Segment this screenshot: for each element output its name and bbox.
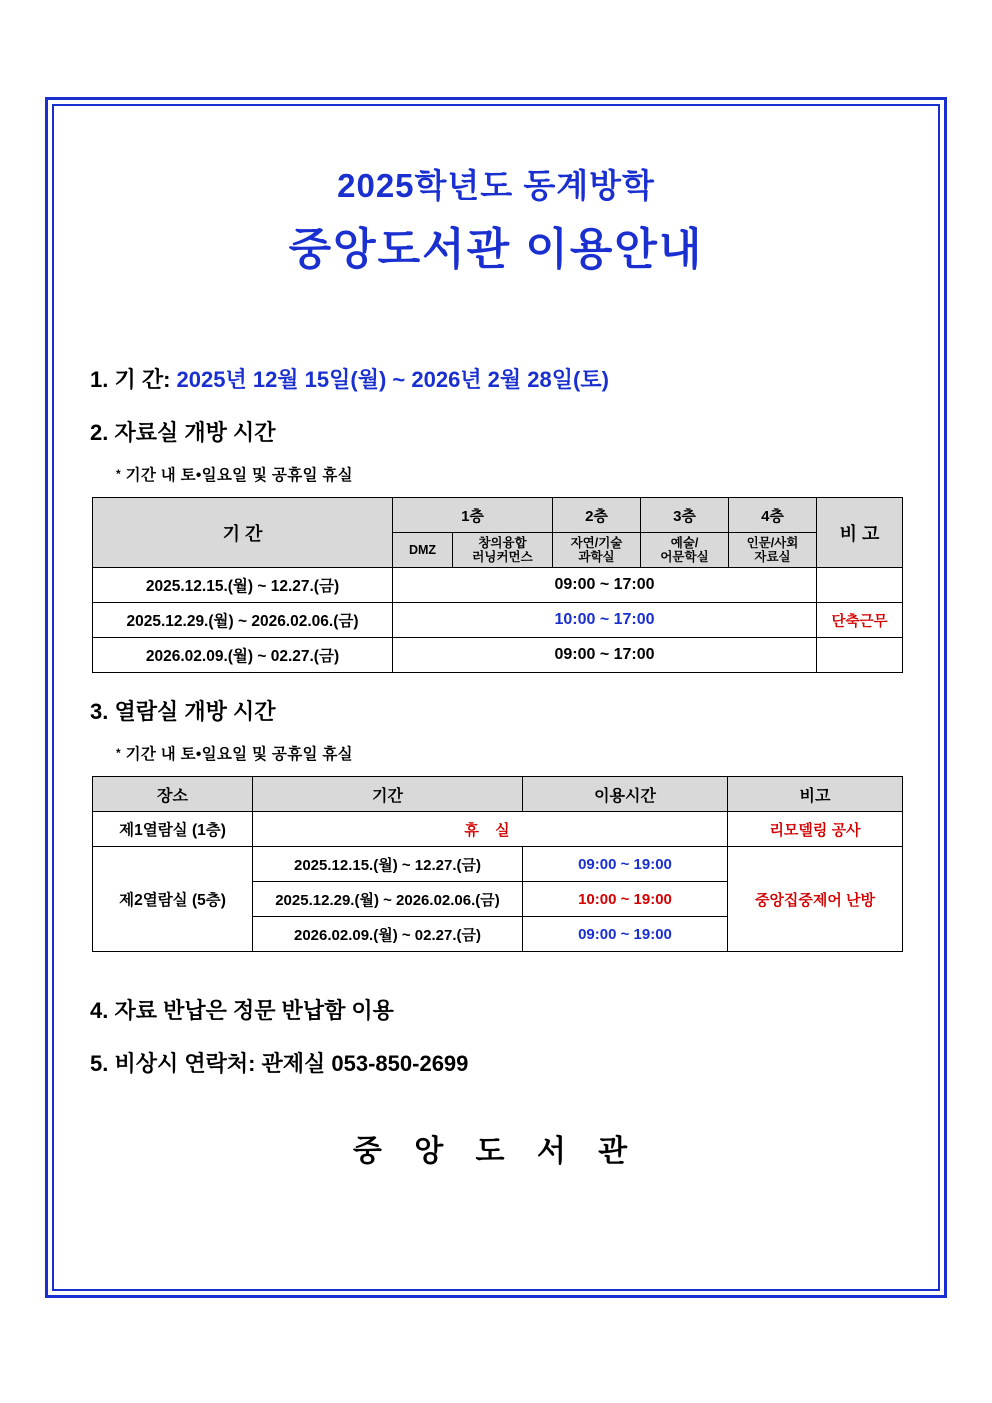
room2-remark: 중앙집중제어 난방 [728, 847, 903, 952]
header-sub-creative-line2: 러닝커먼스 [472, 550, 533, 564]
header-sub-dmz: DMZ [393, 533, 453, 568]
section-3-note-text: 기간 내 토•일요일 및 공휴일 휴실 [125, 746, 353, 763]
header-sub-science-line1: 자연/기술 [570, 536, 623, 550]
asterisk-icon: * [116, 746, 121, 760]
table-row [93, 638, 903, 673]
room2-row-0-period: 2025.12.15.(월) ~ 12.27.(금) [253, 847, 523, 882]
materials-room-table [92, 497, 903, 673]
header-sub-art-line1: 예술/ [670, 536, 699, 550]
page-title-line1: 2025학년도 동계방학 [337, 167, 655, 204]
header-sub-human-line2: 자료실 [754, 550, 791, 564]
section-4-heading: 4. 자료 반납은 정문 반납함 이용 [90, 998, 394, 1023]
asterisk-icon: * [116, 467, 121, 481]
header-place: 장소 [93, 777, 253, 812]
header-floor-2: 2층 [553, 498, 641, 533]
header-sub-human-line1: 인문/사회 [746, 536, 799, 550]
materials-row-2-remark [817, 638, 903, 673]
section-5-heading: 5. 비상시 연락처: 관제실 053-850-2699 [90, 1051, 469, 1076]
table-row [93, 603, 903, 638]
notice-content [52, 104, 940, 1291]
header-floor-4: 4층 [729, 498, 817, 533]
reading-room-table [92, 776, 903, 952]
room2-row-2-period: 2026.02.09.(월) ~ 02.27.(금) [253, 917, 523, 952]
room2-place: 제2열람실 (5층) [93, 847, 253, 952]
room2-row-2-hours: 09:00 ~ 19:00 [523, 917, 728, 952]
page-title-line2: 중앙도서관 이용안내 [288, 225, 704, 274]
section-2-heading: 2. 자료실 개방 시간 [90, 420, 276, 445]
section-1-label: 1. 기 간: [90, 367, 171, 392]
header-hours: 이용시간 [523, 777, 728, 812]
header-period: 기 간 [93, 498, 393, 568]
header-remark: 비 고 [817, 498, 903, 568]
room1-remark: 리모델링 공사 [728, 812, 903, 847]
table-row [93, 812, 903, 847]
table-row [93, 847, 903, 882]
issuer-signature: 중 앙 도 서 관 [352, 1135, 640, 1168]
header-sub-art-line2: 어문학실 [660, 550, 709, 564]
header-remark: 비고 [728, 777, 903, 812]
room2-row-1-period: 2025.12.29.(월) ~ 2026.02.06.(금) [253, 882, 523, 917]
header-floor-1: 1층 [393, 498, 553, 533]
materials-row-0-remark [817, 568, 903, 603]
materials-row-1-time: 10:00 ~ 17:00 [393, 603, 817, 638]
materials-row-2-time: 09:00 ~ 17:00 [393, 638, 817, 673]
table-header-row [93, 777, 903, 812]
section-3-note [116, 742, 902, 764]
header-sub-science-line2: 과학실 [578, 550, 615, 564]
room1-status: 휴 실 [253, 812, 728, 847]
materials-row-2-period: 2026.02.09.(월) ~ 02.27.(금) [93, 638, 393, 673]
materials-row-1-remark: 단축근무 [817, 603, 903, 638]
materials-row-0-time: 09:00 ~ 17:00 [393, 568, 817, 603]
header-period: 기간 [253, 777, 523, 812]
header-sub-science [553, 533, 641, 568]
table-row [93, 568, 903, 603]
section-1-value: 2025년 12월 15일(월) ~ 2026년 2월 28일(토) [176, 367, 609, 392]
room1-place: 제1열람실 (1층) [93, 812, 253, 847]
section-3-heading: 3. 열람실 개방 시간 [90, 699, 276, 724]
section-2-note [116, 463, 902, 485]
header-sub-art [641, 533, 729, 568]
section-2-note-text: 기간 내 토•일요일 및 공휴일 휴실 [125, 467, 353, 484]
room2-row-0-hours: 09:00 ~ 19:00 [523, 847, 728, 882]
room2-row-1-hours: 10:00 ~ 19:00 [523, 882, 728, 917]
materials-row-0-period: 2025.12.15.(월) ~ 12.27.(금) [93, 568, 393, 603]
section-1-period [90, 363, 902, 394]
header-sub-creative-line1: 창의융합 [478, 536, 527, 550]
table-header-row [93, 498, 903, 533]
header-floor-3: 3층 [641, 498, 729, 533]
header-sub-human [729, 533, 817, 568]
materials-row-1-period: 2025.12.29.(월) ~ 2026.02.06.(금) [93, 603, 393, 638]
header-sub-creative [453, 533, 553, 568]
